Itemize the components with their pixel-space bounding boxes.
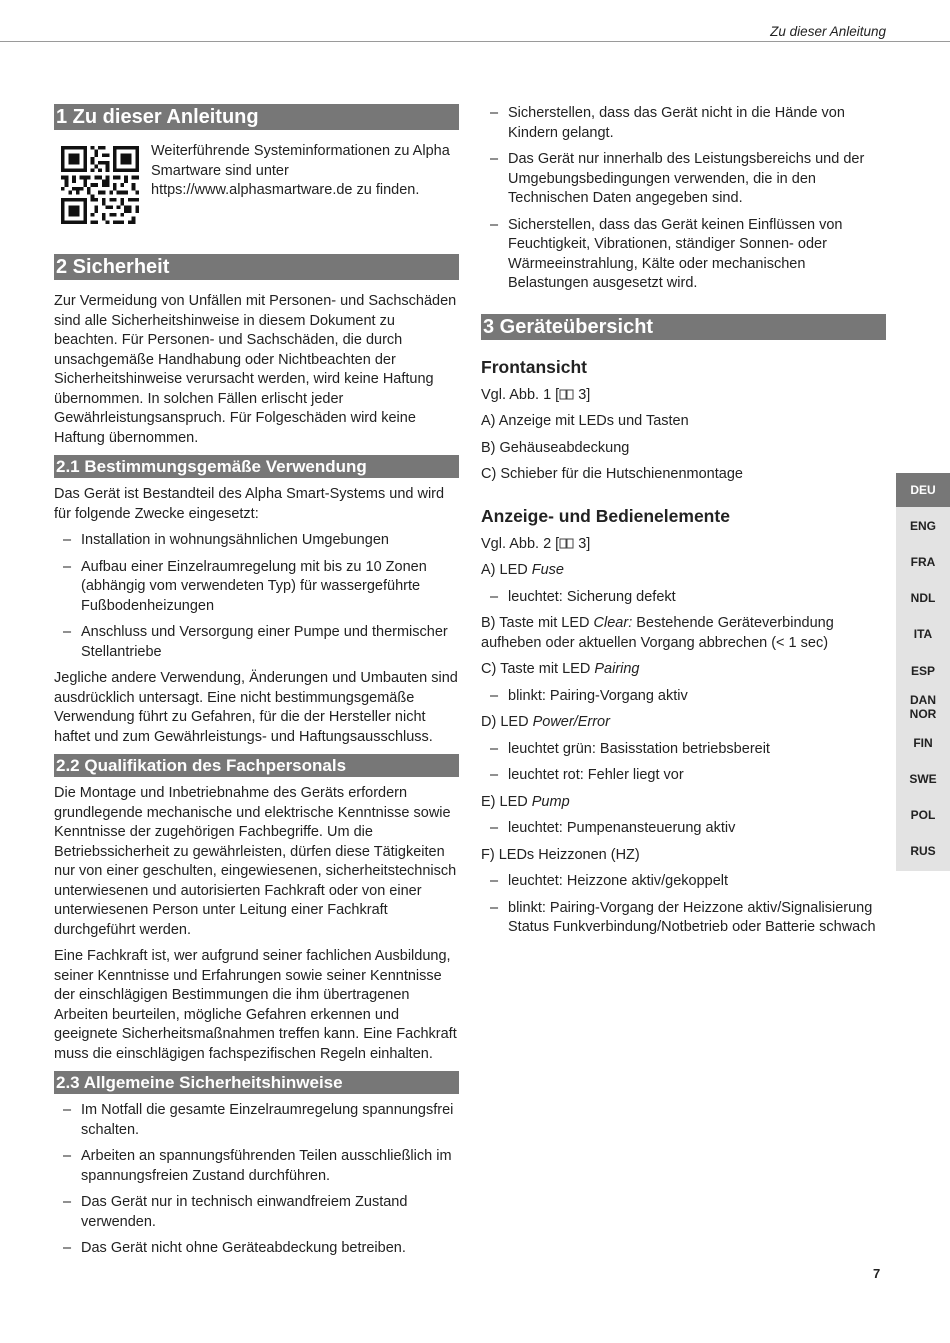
intended-use-intro: Das Gerät ist Bestandteil des Alpha Smart-Systems und wird für folgende Zwecke eingesetzt: [54, 486, 445, 522]
section-2-3-heading: 2.3 Allgemeine Sicherheitshinweise [54, 1071, 459, 1094]
language-tab-ndl[interactable]: NDL [910, 591, 936, 605]
page-number: 7 [873, 1266, 881, 1281]
general-safety-list-right [481, 104, 886, 294]
intended-use-outro: Jegliche andere Verwendung, Änderungen und Umbauten sind ausdrücklich untersagt. Eine nicht bestimmungsgemäße Verwendung führt zu Gefahren, für die der Hersteller nicht haftet und zum Gewährleistungs- und Haftungsausschluss. [54, 670, 458, 745]
control-f: F) LEDs Heizzonen (HZ) [481, 846, 640, 863]
front-item-c: C) Schieber für die Hutschienenmontage [481, 466, 743, 482]
control-d-state-2: – leuchtet rot: Fehler liegt vor [481, 766, 886, 786]
language-tabs [896, 473, 950, 871]
ref-suffix: 3] [574, 386, 591, 403]
language-tab-swe[interactable]: SWE [909, 772, 937, 786]
language-tab-rus[interactable]: RUS [910, 844, 936, 858]
figure-2-reference [481, 535, 886, 555]
language-tab-fin[interactable]: FIN [913, 736, 933, 750]
control-label: C) Taste mit LED [481, 661, 595, 677]
control-a-state: – leuchtet: Sicherung defekt [481, 588, 886, 608]
control-e-state: – leuchtet: Pumpenansteuerung aktiv [481, 819, 886, 839]
language-tab-eng[interactable]: ENG [909, 519, 936, 533]
safety-intro: Zur Vermeidung von Unfällen mit Personen- und Sachschäden sind alle Sicherheitshinweise in diesem Dokument zu beachten. Für Personen- und Sachschäden, die durch unsachgemäße Handhabung oder Nichtbeachten der Sicherheitshinweise verursacht werden, wird keine Haftung übernommen. In solchen Fällen erlischt jeder Gewährleistungsanspruch. Für Folgeschäden wird keine Haftung übernommen. [54, 293, 457, 446]
control-e [481, 793, 886, 813]
list-item: – Anschluss und Versorgung einer Pumpe und thermischer Stellantriebe [54, 623, 459, 662]
ref-prefix: Vgl. Abb. 2 [ [481, 535, 560, 552]
section-3-heading: 3 Geräteübersicht [481, 314, 886, 340]
language-tab-dan-nor[interactable]: DAN NOR [909, 693, 937, 721]
controls-heading: Anzeige- und Bedienelemente [481, 505, 730, 526]
list-item: – Arbeiten an spannungsführenden Teilen ausschließlich im spannungsfreien Zustand durchführen. [54, 1147, 459, 1186]
language-tab-ita[interactable]: ITA [913, 627, 933, 641]
qualification-paragraph-2: Eine Fachkraft ist, wer aufgrund seiner fachlichen Ausbildung, seiner Kenntnisse und Erfahrungen sowie seiner Kenntnisse der einschlägigen Bestimmungen die ihm übertragenen Arbeiten beurteilen, mögliche Gefahren erkennen und geeignete Sicherheitsmaßnahmen treffen kann. Eine Fachkraft muss die einschlägigen fachspezifischen Regeln einhalten. [54, 948, 457, 1062]
control-name: Clear: [593, 615, 633, 631]
list-item: – Installation in wohnungsähnlichen Umgebungen [54, 531, 459, 551]
language-tab-pol[interactable]: POL [910, 808, 936, 822]
front-item-a: A) Anzeige mit LEDs und Tasten [481, 413, 689, 429]
general-safety-list-left [54, 1101, 459, 1259]
book-icon [559, 388, 574, 400]
running-header: Zu dieser Anleitung [770, 24, 886, 39]
intended-use-list [54, 531, 459, 662]
qr-info-block [54, 142, 459, 224]
list-item: – Aufbau einer Einzelraumregelung mit bis zu 10 Zonen (abhängig vom verwendeten Typ) für wassergeführte Fußbodenheizungen [54, 558, 459, 617]
front-item-b: B) Gehäuseabdeckung [481, 439, 630, 456]
qr-code-icon [61, 146, 139, 224]
left-column [54, 104, 459, 1266]
control-label: A) LED [481, 562, 532, 578]
section-2-1-heading: 2.1 Bestimmungsgemäße Verwendung [54, 455, 459, 478]
control-name: Fuse [531, 562, 565, 578]
figure-1-reference [481, 386, 886, 406]
control-label: E) LED [481, 793, 532, 810]
control-c [481, 660, 886, 680]
list-item: – Das Gerät nur innerhalb des Leistungsbereichs und der Umgebungsbedingungen verwenden, die in den Technischen Daten angegeben sind. [481, 150, 886, 209]
control-d [481, 713, 886, 733]
control-name: Pairing [594, 661, 640, 677]
section-2-heading: 2 Sicherheit [54, 254, 459, 280]
control-label: B) Taste mit LED [481, 615, 594, 631]
qualification-paragraph-1: Die Montage und Inbetriebnahme des Geräts erfordern grundlegende mechanische und elektrische Kenntnisse sowie Kenntnisse der zugehörigen Fachbegriffe. Um die Betriebssicherheit zu gewährleisten, dürfen diese Tätigkeiten nur von einer geschulten, eingewiesenen, sicherheitstechnisch unterwiesenen und autorisierten Fachkraft oder von einer unterwiesenen Person unter Leitung einer Fachkraft durchgeführt werden. [54, 785, 457, 938]
control-name: Power/Error [532, 714, 610, 730]
control-f-state-2: – blinkt: Pairing-Vorgang der Heizzone aktiv/Signalisierung Status Funkverbindung/Notbetrieb oder Batterie schwach [481, 899, 886, 938]
control-label: D) LED [481, 714, 533, 730]
list-item: – Sicherstellen, dass das Gerät keinen Einflüssen von Feuchtigkeit, Vibrationen, ständiger Sonnen- oder Wärmeeinstrahlung, Kälte oder mechanischen Belastungen ausgesetzt wird. [481, 216, 886, 294]
list-item: – Sicherstellen, dass das Gerät nicht in die Hände von Kindern gelangt. [481, 104, 886, 143]
qr-info-text: Weiterführende Systeminformationen zu Alpha Smartware sind unter https://www.alphasmartware.de zu finden. [151, 143, 450, 198]
language-tab-esp[interactable]: ESP [910, 664, 935, 678]
front-view-heading: Frontansicht [481, 356, 587, 377]
header-divider [0, 41, 950, 42]
control-description: Bestehende Geräteverbindung aufheben oder aktuellen Vorgang abbrechen (< 1 sec) [481, 615, 834, 651]
control-f-state-1: – leuchtet: Heizzone aktiv/gekoppelt [481, 872, 886, 892]
section-1-heading: 1 Zu dieser Anleitung [54, 104, 459, 130]
language-tab-fra[interactable]: FRA [910, 555, 936, 569]
ref-suffix: 3] [574, 535, 591, 552]
book-icon [559, 537, 574, 549]
control-b [481, 614, 886, 653]
ref-prefix: Vgl. Abb. 1 [ [481, 386, 560, 403]
list-item: – Das Gerät nur in technisch einwandfreiem Zustand verwenden. [54, 1193, 459, 1232]
control-a [481, 561, 886, 581]
control-c-state: – blinkt: Pairing-Vorgang aktiv [481, 687, 886, 707]
list-item: – Das Gerät nicht ohne Geräteabdeckung betreiben. [54, 1239, 459, 1259]
right-column [481, 104, 886, 945]
section-2-2-heading: 2.2 Qualifikation des Fachpersonals [54, 754, 459, 777]
list-item: – Im Notfall die gesamte Einzelraumregelung spannungsfrei schalten. [54, 1101, 459, 1140]
control-d-state-1: – leuchtet grün: Basisstation betriebsbereit [481, 740, 886, 760]
control-name: Pump [531, 793, 570, 810]
language-tab-deu[interactable]: DEU [896, 473, 950, 507]
